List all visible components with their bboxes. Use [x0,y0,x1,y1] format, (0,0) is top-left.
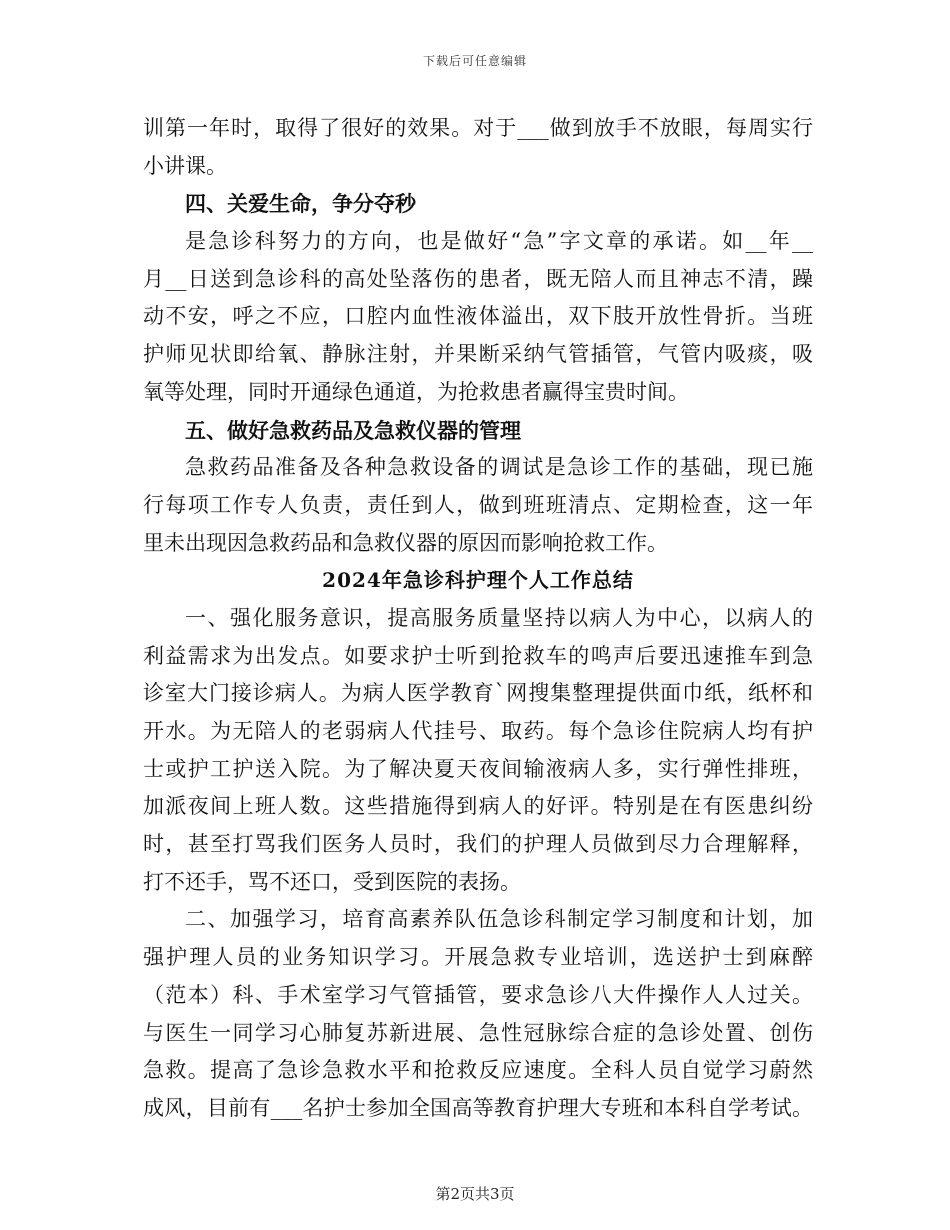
text-line: 训第一年时，取得了很好的效果。对于___做到放手不放眼，每周实行 [143,116,813,140]
text-line: 加派夜间上班人数。这些措施得到病人的好评。特别是在有医患纠纷 [143,794,813,819]
text-line: 开水。为无陪人的老弱病人代挂号、取药。每个急诊住院病人均有护 [143,719,813,743]
text-line: 氧等处理，同时开通绿色通道，为抢救患者赢得宝贵时间。 [143,379,689,404]
text-line: 打不还手，骂不还口，受到医院的表扬。 [143,869,521,894]
text-line: 与医生一同学习心肺复苏新进展、急性冠脉综合症的急诊处置、创伤 [143,1020,813,1045]
text-line: 月__日送到急诊科的高处坠落伤的患者，既无陪人而且神志不清，躁 [143,266,813,291]
text-line: 成风，目前有___名护士参加全国高等教育护理大专班和本科自学考试。 [143,1095,813,1120]
document-title: 2024年急诊科护理个人工作总结 [322,568,634,593]
paragraph-first-line: 急救药品准备及各种急救设备的调试是急诊工作的基础，现已施 [185,455,813,480]
text-line: 诊室大门接诊病人。为病人医学教育`网搜集整理提供面巾纸，纸杯和 [143,681,813,706]
paragraph-first-line: 二、加强学习，培育高素养队伍急诊科制定学习制度和计划，加 [185,907,813,932]
text-line: 行每项工作专人负责，责任到人，做到班班清点、定期检查，这一年 [143,492,813,517]
text-line: 时，甚至打骂我们医务人员时，我们的护理人员做到尽力合理解释， [143,832,813,857]
section-heading: 四、关爱生命，争分夺秒 [185,191,416,217]
text-line: 里未出现因急救药品和急救仪器的原因而影响抢救工作。 [143,530,668,555]
header-note: 下载后可任意编辑 [422,54,527,68]
paragraph-first-line: 是急诊科努力的方向，也是做好“急”字文章的承诺。如__年__ [185,229,813,254]
text-line: 小讲课。 [143,153,227,178]
paragraph-first-line: 一、强化服务意识，提高服务质量坚持以病人为中心，以病人的 [185,605,813,630]
text-line: 利益需求为出发点。如要求护士听到抢救车的鸣声后要迅速推车到急 [143,643,813,668]
document-body [143,110,813,1128]
text-line: 士或护工护送入院。为了解决夏天夜间输液病人多，实行弹性排班， [143,756,813,781]
page-number: 第2页共3页 [435,1185,515,1203]
text-line: 急救。提高了急诊急救水平和抢救反应速度。全科人员自觉学习蔚然 [143,1058,813,1083]
section-heading: 五、做好急救药品及急救仪器的管理 [185,417,521,443]
text-line: 动不安，呼之不应，口腔内血性液体溢出，双下肢开放性骨折。当班 [143,304,813,329]
text-line: 强护理人员的业务知识学习。开展急救专业培训，选送护士到麻醉 [143,945,813,970]
text-line: 护师见状即给氧、静脉注射，并果断采纳气管插管，气管内吸痰，吸 [143,342,813,367]
text-line: （范本）科、手术室学习气管插管，要求急诊八大件操作人人过关。 [143,982,813,1007]
